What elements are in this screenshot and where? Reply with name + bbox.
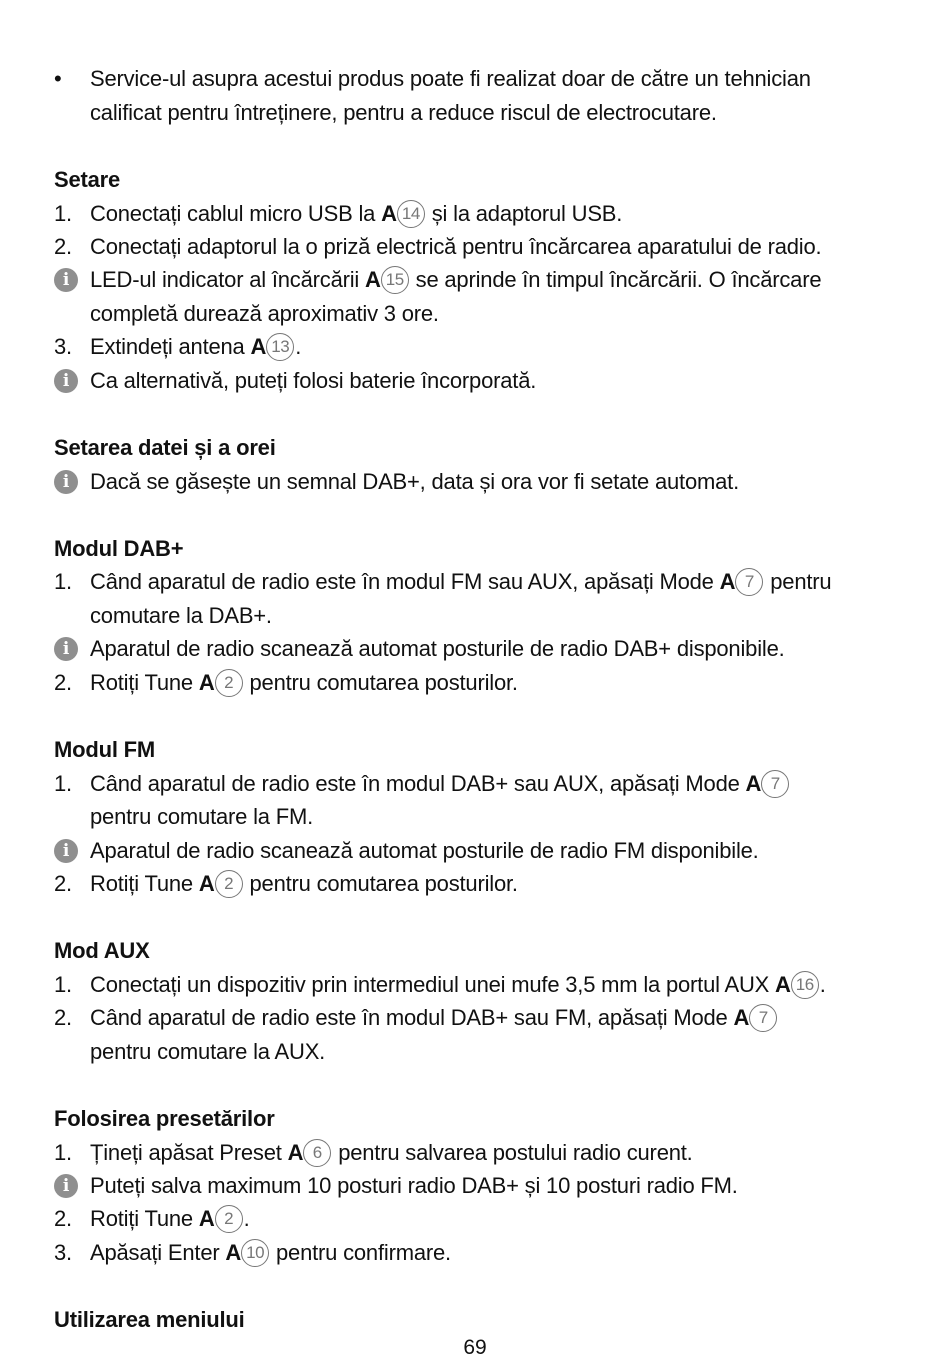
section-heading-dab: Modul DAB+: [54, 536, 184, 561]
datetime-info: [54, 465, 914, 499]
setare-step-3: [54, 330, 914, 364]
step-text: .: [819, 972, 826, 997]
part-ref: A: [225, 1240, 242, 1265]
step-text: Apăsați Enter: [90, 1240, 226, 1265]
info-icon: i: [54, 268, 78, 292]
step-text: .: [243, 1206, 250, 1231]
fm-step-1-cont: [54, 800, 914, 834]
part-ref: A: [775, 972, 791, 997]
step-text: Când aparatul de radio este în modul FM sau AUX, apăsați Mode: [90, 569, 720, 594]
info-icon: i: [54, 839, 78, 863]
fm-step-1: [54, 767, 914, 801]
step-text: pentru comutare la AUX.: [90, 1039, 326, 1064]
step-text: Conectați adaptorul la o priză electrică pentru încărcarea aparatului de radio.: [90, 234, 822, 259]
info-text: se aprinde în timpul încărcării. O încărcare: [409, 267, 822, 292]
part-ref: A: [198, 670, 215, 695]
part-number-circle: 13: [266, 333, 294, 361]
part-number-circle: 6: [303, 1139, 331, 1167]
dab-step-1-cont: [54, 599, 914, 633]
setare-info-1: [54, 263, 914, 297]
info-icon: i: [54, 637, 78, 661]
presets-step-1: [54, 1136, 914, 1170]
step-number: 1.: [54, 201, 72, 226]
step-text: Rotiți Tune: [90, 1206, 199, 1231]
intro-bullet-line1: Service-ul asupra acestui produs poate fi realizat doar de către un tehnician: [90, 66, 811, 91]
setare-step-2: [54, 230, 914, 264]
step-number: 1.: [54, 569, 72, 594]
step-text: Conectați cablul micro USB la: [90, 201, 382, 226]
step-text: Conectați un dispozitiv prin intermediul unei mufe 3,5 mm la portul AUX: [90, 972, 776, 997]
bullet-icon: •: [54, 66, 62, 91]
info-text: Puteți salva maximum 10 posturi radio DAB+ și 10 posturi radio FM.: [90, 1173, 738, 1198]
part-number-circle: 16: [791, 971, 819, 999]
part-number-circle: 10: [241, 1239, 269, 1267]
fm-step-2: [54, 867, 914, 901]
info-text: Aparatul de radio scanează automat posturile de radio FM disponibile.: [90, 838, 759, 863]
aux-step-1: [54, 968, 914, 1002]
setare-step-1: [54, 197, 914, 231]
dab-step-1: [54, 565, 914, 599]
presets-step-3: [54, 1236, 914, 1270]
section-heading-setare: Setare: [54, 167, 121, 192]
step-number: 1.: [54, 771, 72, 796]
presets-step-2: [54, 1202, 914, 1236]
presets-info: [54, 1169, 914, 1203]
step-text: comutare la DAB+.: [90, 603, 272, 628]
part-number-circle: 2: [215, 669, 243, 697]
part-ref: A: [733, 1005, 750, 1030]
part-number-circle: 2: [215, 870, 243, 898]
step-number: 2.: [54, 670, 72, 695]
step-text: Extindeți antena: [90, 334, 251, 359]
step-text: pentru comutarea posturilor.: [243, 670, 518, 695]
info-text: Dacă se găsește un semnal DAB+, data și ora vor fi setate automat.: [90, 469, 739, 494]
info-icon: i: [54, 369, 78, 393]
part-ref: A: [365, 267, 381, 292]
step-number: 1.: [54, 1140, 72, 1165]
step-text: pentru salvarea postului radio curent.: [332, 1140, 693, 1165]
page-number: 69: [463, 1336, 487, 1359]
dab-step-2: [54, 666, 914, 700]
info-icon: i: [54, 1174, 78, 1198]
part-ref: A: [287, 1140, 304, 1165]
step-text: .: [295, 334, 302, 359]
part-ref: A: [381, 201, 397, 226]
step-text: Când aparatul de radio este în modul DAB+ sau AUX, apăsați Mode: [90, 771, 746, 796]
step-number: 3.: [54, 1240, 72, 1265]
intro-bullet-line2: calificat pentru întreținere, pentru a reduce riscul de electrocutare.: [90, 100, 717, 125]
step-text: pentru comutare la FM.: [90, 804, 314, 829]
step-text: și la adaptorul USB.: [425, 201, 623, 226]
aux-step-2-cont: [54, 1035, 914, 1069]
part-ref: A: [250, 334, 267, 359]
dab-info: [54, 632, 914, 666]
section-heading-presets: Folosirea presetărilor: [54, 1106, 275, 1131]
info-text: Ca alternativă, puteți folosi baterie încorporată.: [90, 368, 537, 393]
section-heading-datetime: Setarea datei și a orei: [54, 435, 276, 460]
setare-info-2: [54, 364, 914, 398]
step-text: pentru: [764, 569, 832, 594]
step-number: 2.: [54, 234, 72, 259]
part-ref: A: [719, 569, 736, 594]
part-number-circle: 7: [761, 770, 789, 798]
part-number-circle: 14: [397, 200, 425, 228]
intro-bullet-cont: [54, 96, 914, 130]
part-ref: A: [745, 771, 762, 796]
info-text: LED-ul indicator al încărcării: [90, 267, 366, 292]
info-text: Aparatul de radio scanează automat posturile de radio DAB+ disponibile.: [90, 636, 785, 661]
part-number-circle: 15: [381, 266, 409, 294]
step-text: pentru confirmare.: [270, 1240, 451, 1265]
part-number-circle: 7: [749, 1004, 777, 1032]
step-number: 1.: [54, 972, 72, 997]
section-heading-menu: Utilizarea meniului: [54, 1307, 245, 1332]
section-heading-fm: Modul FM: [54, 737, 156, 762]
step-text: Rotiți Tune: [90, 871, 199, 896]
info-text: completă durează aproximativ 3 ore.: [90, 301, 439, 326]
part-number-circle: 2: [215, 1205, 243, 1233]
intro-bullet: [54, 62, 914, 96]
part-ref: A: [198, 1206, 215, 1231]
step-text: Rotiți Tune: [90, 670, 199, 695]
part-number-circle: 7: [735, 568, 763, 596]
step-number: 2.: [54, 1206, 72, 1231]
step-number: 3.: [54, 334, 72, 359]
step-text: Țineți apăsat Preset: [90, 1140, 288, 1165]
step-number: 2.: [54, 1005, 72, 1030]
step-number: 2.: [54, 871, 72, 896]
step-text: Când aparatul de radio este în modul DAB+ sau FM, apăsați Mode: [90, 1005, 734, 1030]
fm-info: [54, 834, 914, 868]
part-ref: A: [198, 871, 215, 896]
info-icon: i: [54, 470, 78, 494]
section-heading-aux: Mod AUX: [54, 938, 150, 963]
setare-info-1-cont: [54, 297, 914, 331]
step-text: pentru comutarea posturilor.: [243, 871, 518, 896]
aux-step-2: [54, 1001, 914, 1035]
